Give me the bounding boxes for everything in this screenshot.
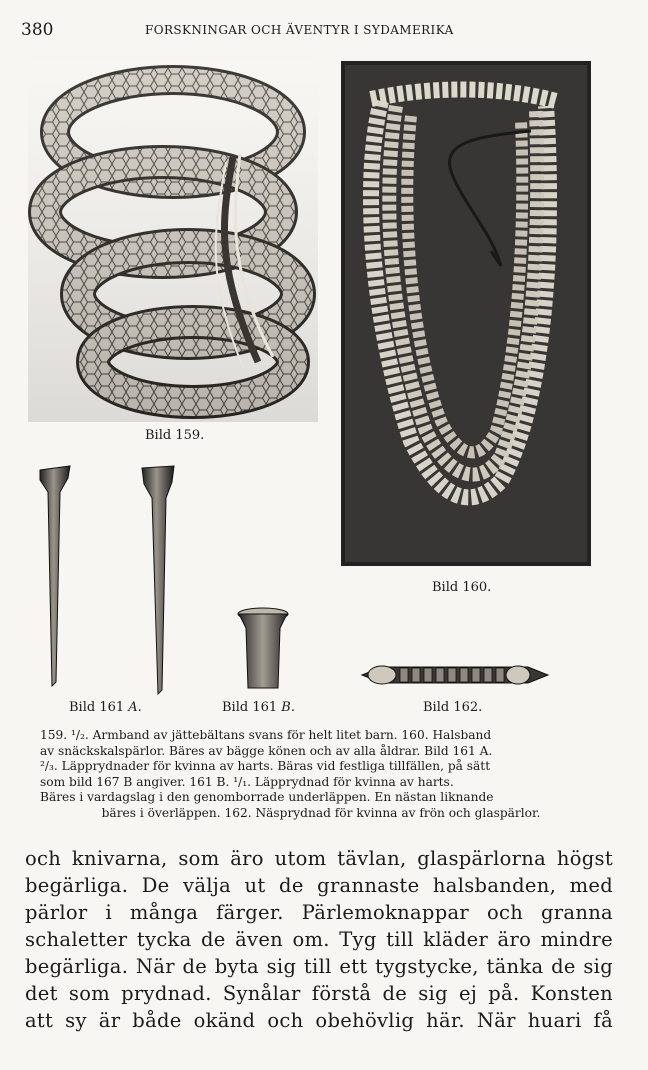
body-line: schaletter tycka de även om. Tyg till kläder äro mindre [25, 928, 613, 951]
body-line: och knivarna, som äro utom tävlan, glaspärlorna högst [25, 847, 613, 870]
figure-162-label: Bild 162. [423, 700, 483, 715]
caption-line: bäres i överläppen. 162. Näsprydnad för kvinna av frön och glaspärlor. [101, 805, 541, 820]
body-line: att sy är både okänd och obehövlig här. När huari få [25, 1009, 613, 1032]
body-paragraph [25, 845, 613, 1034]
figure-159-bracelet [28, 62, 318, 422]
figure-161b-label [222, 700, 295, 715]
caption-line: Bäres i vardagslag i den genomborrade underläppen. En nästan liknande [40, 790, 494, 805]
running-head: FORSKNINGAR OCH ÄVENTYR I SYDAMERIKA [145, 23, 454, 37]
figure-161a-label-suffix: A. [128, 700, 142, 715]
figure-caption [40, 728, 602, 822]
figure-159-label: Bild 159. [145, 428, 205, 443]
figure-160-necklace [341, 61, 591, 566]
figure-161b-label-suffix: B. [281, 700, 295, 715]
caption-line: av snäckskalspärlor. Bäres av bägge könen och av alla åldrar. Bild 161 A. [40, 743, 493, 758]
figure-161a-label-prefix: Bild 161 [69, 700, 129, 715]
body-line: det som prydnad. Synålar förstå de sig ej på. Konsten [25, 982, 613, 1005]
figure-161b-label-prefix: Bild 161 [222, 700, 282, 715]
caption-line: som bild 167 B angiver. 161 B. ¹/₁. Läpprydnad för kvinna av harts. [40, 774, 454, 789]
body-line: begärliga. När de byta sig till ett tygstycke, tänka de sig [25, 955, 613, 978]
figure-160-label: Bild 160. [432, 580, 492, 595]
caption-line: ²/₃. Läpprydnader för kvinna av harts. Bäras vid festliga tillfällen, på sätt [40, 759, 491, 774]
body-line: pärlor i många färger. Pärlemoknappar och granna [25, 901, 613, 924]
figure-161b-lip-plug [236, 606, 290, 692]
page-number: 380 [21, 20, 54, 40]
figure-161a-label [69, 700, 142, 715]
figure-161a-lip-plugs [34, 462, 184, 697]
body-line: begärliga. De välja ut de grannaste halsbanden, med [25, 874, 613, 897]
caption-line: 159. ¹/₂. Armband av jättebältans svans för helt litet barn. 160. Halsband [40, 728, 492, 742]
figure-162-nose-ornament [360, 655, 550, 695]
